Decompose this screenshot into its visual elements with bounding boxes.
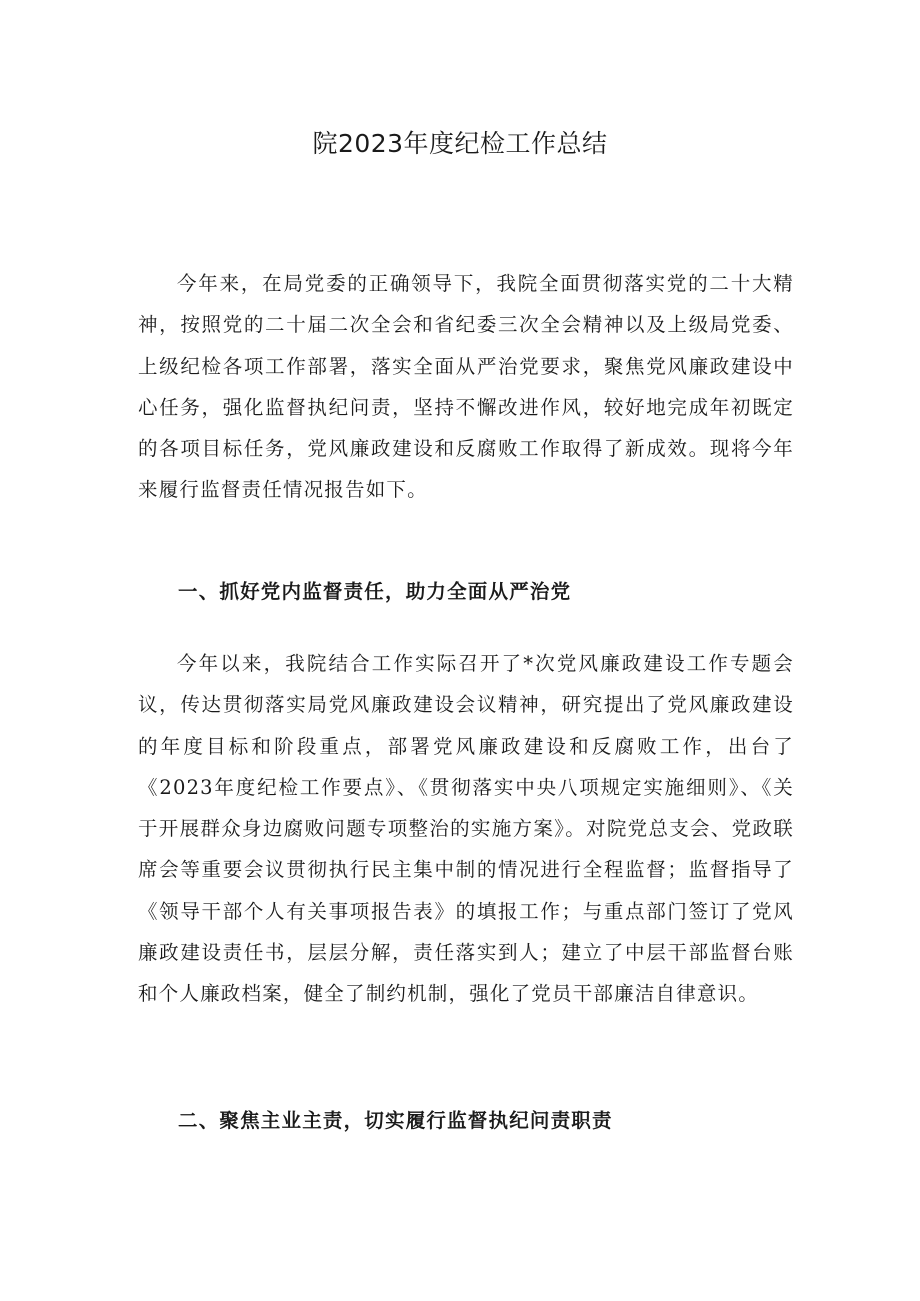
section-heading-2: 二、聚焦主业主责，切实履行监督执纪问责职责 — [178, 1109, 613, 1132]
document-title: 院2023年度纪检工作总结 — [312, 129, 608, 158]
intro-paragraph: 今年来，在局党委的正确领导下，我院全面贯彻落实党的二十大精神，按照党的二十届二次全会和省纪委三次全会精神以及上级局党委、上级纪检各项工作部署，落实全面从严治党要求，聚焦党风廉政建设中心任务，强化监督执纪问责，坚持不懈改进作风，较好地完成年初既定的各项目标任务，党风廉政建设和反腐败工作取得了新成效。现将今年来履行监督责任情况报告如下。 — [138, 272, 794, 502]
section-heading-1: 一、抓好党内监督责任，助力全面从严治党 — [178, 580, 572, 603]
section-1-paragraph: 今年以来，我院结合工作实际召开了*次党风廉政建设工作专题会议，传达贯彻落实局党风廉政建设会议精神，研究提出了党风廉政建设的年度目标和阶段重点，部署党风廉政建设和反腐败工作，出台了《2023年度纪检工作要点》、《贯彻落实中央八项规定实施细则》、《关于开展群众身边腐败问题专项整治的实施方案》。对院党总支会、党政联席会等重要会议贯彻执行民主集中制的情况进行全程监督；监督指导了《领导干部个人有关事项报告表》的填报工作；与重点部门签订了党风廉政建设责任书，层层分解，责任落实到人；建立了中层干部监督台账和个人廉政档案，健全了制约机制，强化了党员干部廉洁自律意识。 — [138, 652, 794, 1006]
